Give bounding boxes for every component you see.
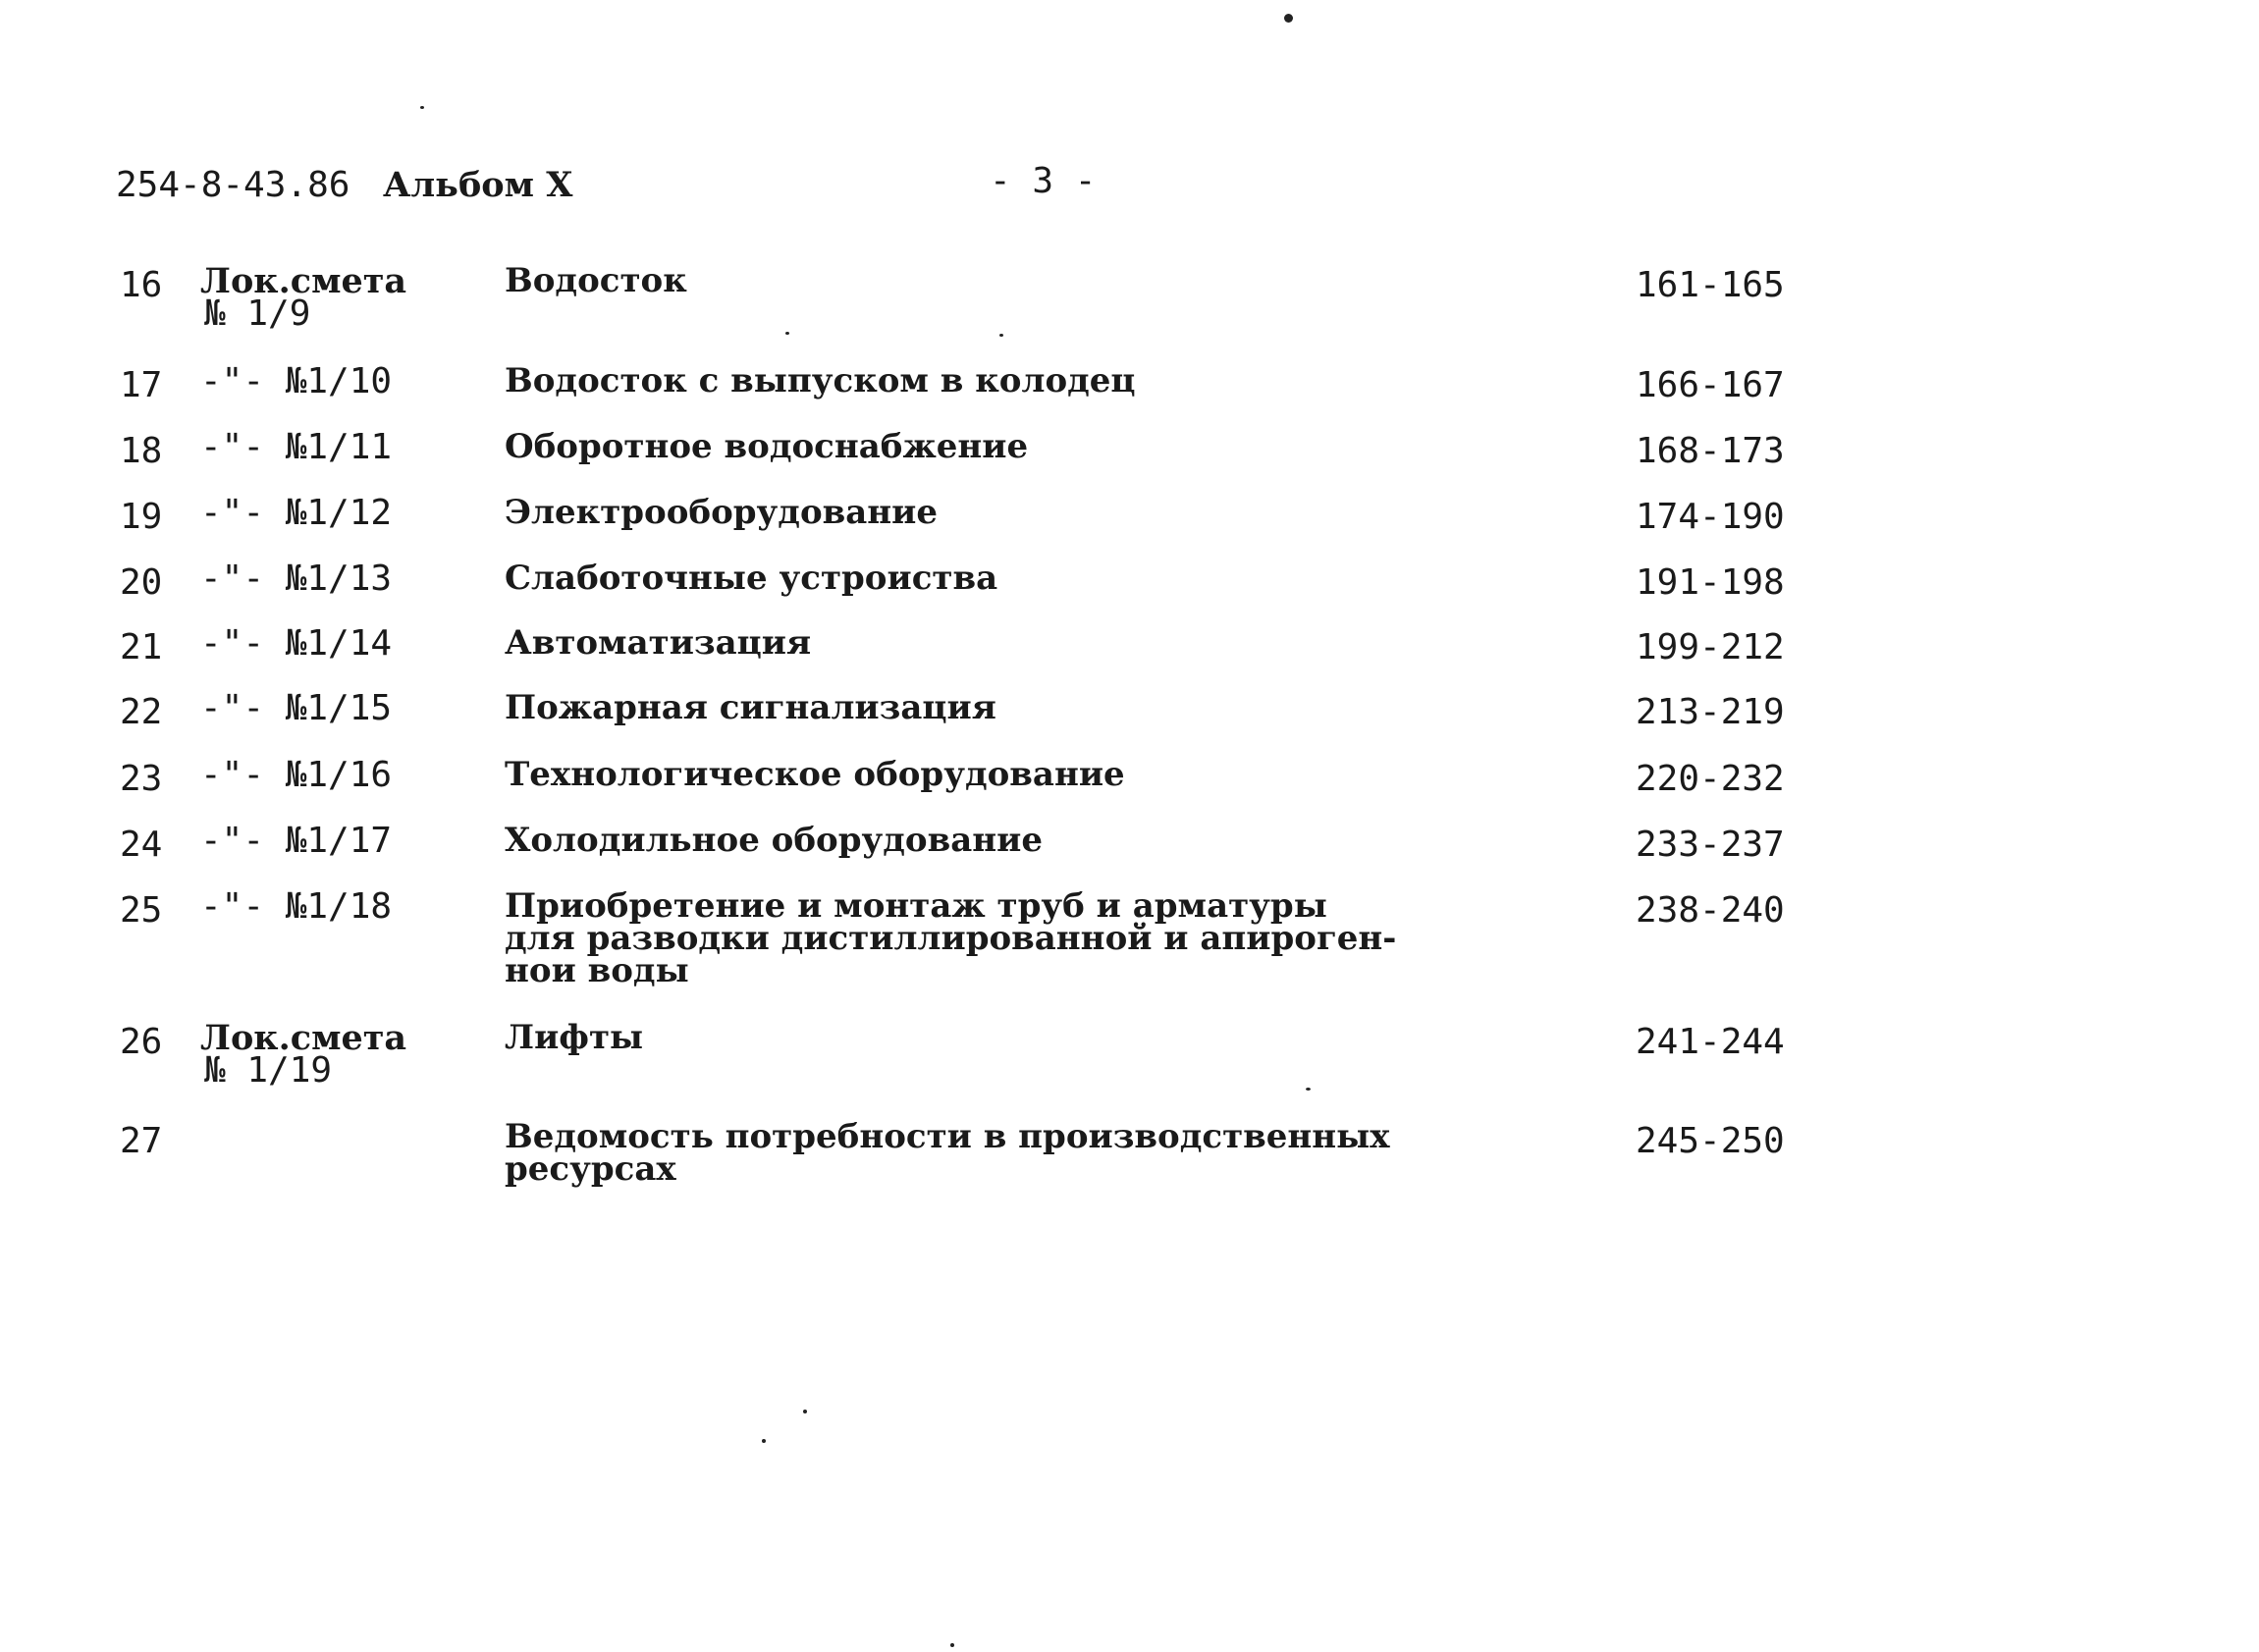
row-pages: 245-250 <box>1636 1121 1785 1161</box>
ref-line: Лок.смета <box>200 1018 407 1058</box>
row-number: 16 <box>120 265 163 305</box>
row-pages: 213-219 <box>1636 692 1785 732</box>
row-reference: -"- №1/18 <box>200 886 393 927</box>
scan-speck <box>803 1410 807 1413</box>
ref-line: Лок.смета <box>200 261 407 301</box>
row-pages: 191-198 <box>1636 562 1785 603</box>
row-title: Водосток <box>505 261 687 300</box>
row-reference: -"- №1/13 <box>200 559 393 599</box>
row-reference: -"- №1/16 <box>200 755 393 795</box>
row-number: 26 <box>120 1022 163 1062</box>
page-header <box>116 161 1883 224</box>
row-number: 23 <box>120 759 163 799</box>
row-number: 24 <box>120 825 163 865</box>
row-pages: 174-190 <box>1636 497 1785 537</box>
scan-speck <box>420 106 424 109</box>
ref-line: № 1/19 <box>204 1050 333 1091</box>
scan-speck <box>999 334 1003 337</box>
album-label: Альбом X <box>383 165 573 205</box>
row-title: Электрооборудование <box>505 493 939 532</box>
row-title: Технологическое оборудование <box>505 755 1125 794</box>
row-number: 18 <box>120 431 163 471</box>
row-reference: -"- №1/11 <box>200 427 393 467</box>
row-pages: 166-167 <box>1636 365 1785 405</box>
row-pages: 241-244 <box>1636 1022 1785 1062</box>
title-line: Ведомость потребности в производственных <box>505 1117 1390 1156</box>
row-reference <box>200 261 407 334</box>
row-pages: 161-165 <box>1636 265 1785 305</box>
page-number: - 3 - <box>990 161 1097 201</box>
title-line: для разводки дистиллированной и апироген- <box>505 919 1397 958</box>
row-number: 20 <box>120 562 163 603</box>
row-pages: 233-237 <box>1636 825 1785 865</box>
row-title: Лифты <box>505 1018 644 1057</box>
row-number: 25 <box>120 890 163 931</box>
row-reference: -"- №1/14 <box>200 623 393 664</box>
row-number: 17 <box>120 365 163 405</box>
row-title: Пожарная сигнализация <box>505 688 996 727</box>
row-number: 19 <box>120 497 163 537</box>
scan-speck <box>785 332 789 335</box>
title-line: Приобретение и монтаж труб и арматуры <box>505 886 1327 926</box>
row-reference: -"- №1/17 <box>200 821 393 861</box>
row-pages: 238-240 <box>1636 890 1785 931</box>
row-reference: -"- №1/12 <box>200 493 393 533</box>
scan-speck <box>762 1439 766 1443</box>
row-title: Автоматизация <box>505 623 812 663</box>
document-code: 254-8-43.86 <box>116 165 350 205</box>
ref-line: № 1/9 <box>204 293 311 334</box>
row-reference: -"- №1/15 <box>200 688 393 728</box>
row-reference <box>200 1018 407 1091</box>
scan-speck <box>1284 14 1293 23</box>
row-reference: -"- №1/10 <box>200 361 393 401</box>
title-line: ресурсах <box>505 1149 676 1189</box>
row-pages: 168-173 <box>1636 431 1785 471</box>
row-title: Водосток с выпуском в колодец <box>505 361 1136 400</box>
row-title: Слаботочные устроиства <box>505 559 998 598</box>
title-line: нои воды <box>505 951 689 990</box>
row-title <box>505 886 1447 990</box>
row-number: 22 <box>120 692 163 732</box>
row-title: Холодильное оборудование <box>505 821 1043 860</box>
row-number: 27 <box>120 1121 163 1161</box>
row-pages: 220-232 <box>1636 759 1785 799</box>
row-number: 21 <box>120 627 163 667</box>
row-title <box>505 1117 1447 1189</box>
scan-speck <box>950 1643 954 1647</box>
row-title: Оборотное водоснабжение <box>505 427 1029 466</box>
row-pages: 199-212 <box>1636 627 1785 667</box>
scan-speck <box>1306 1088 1311 1091</box>
